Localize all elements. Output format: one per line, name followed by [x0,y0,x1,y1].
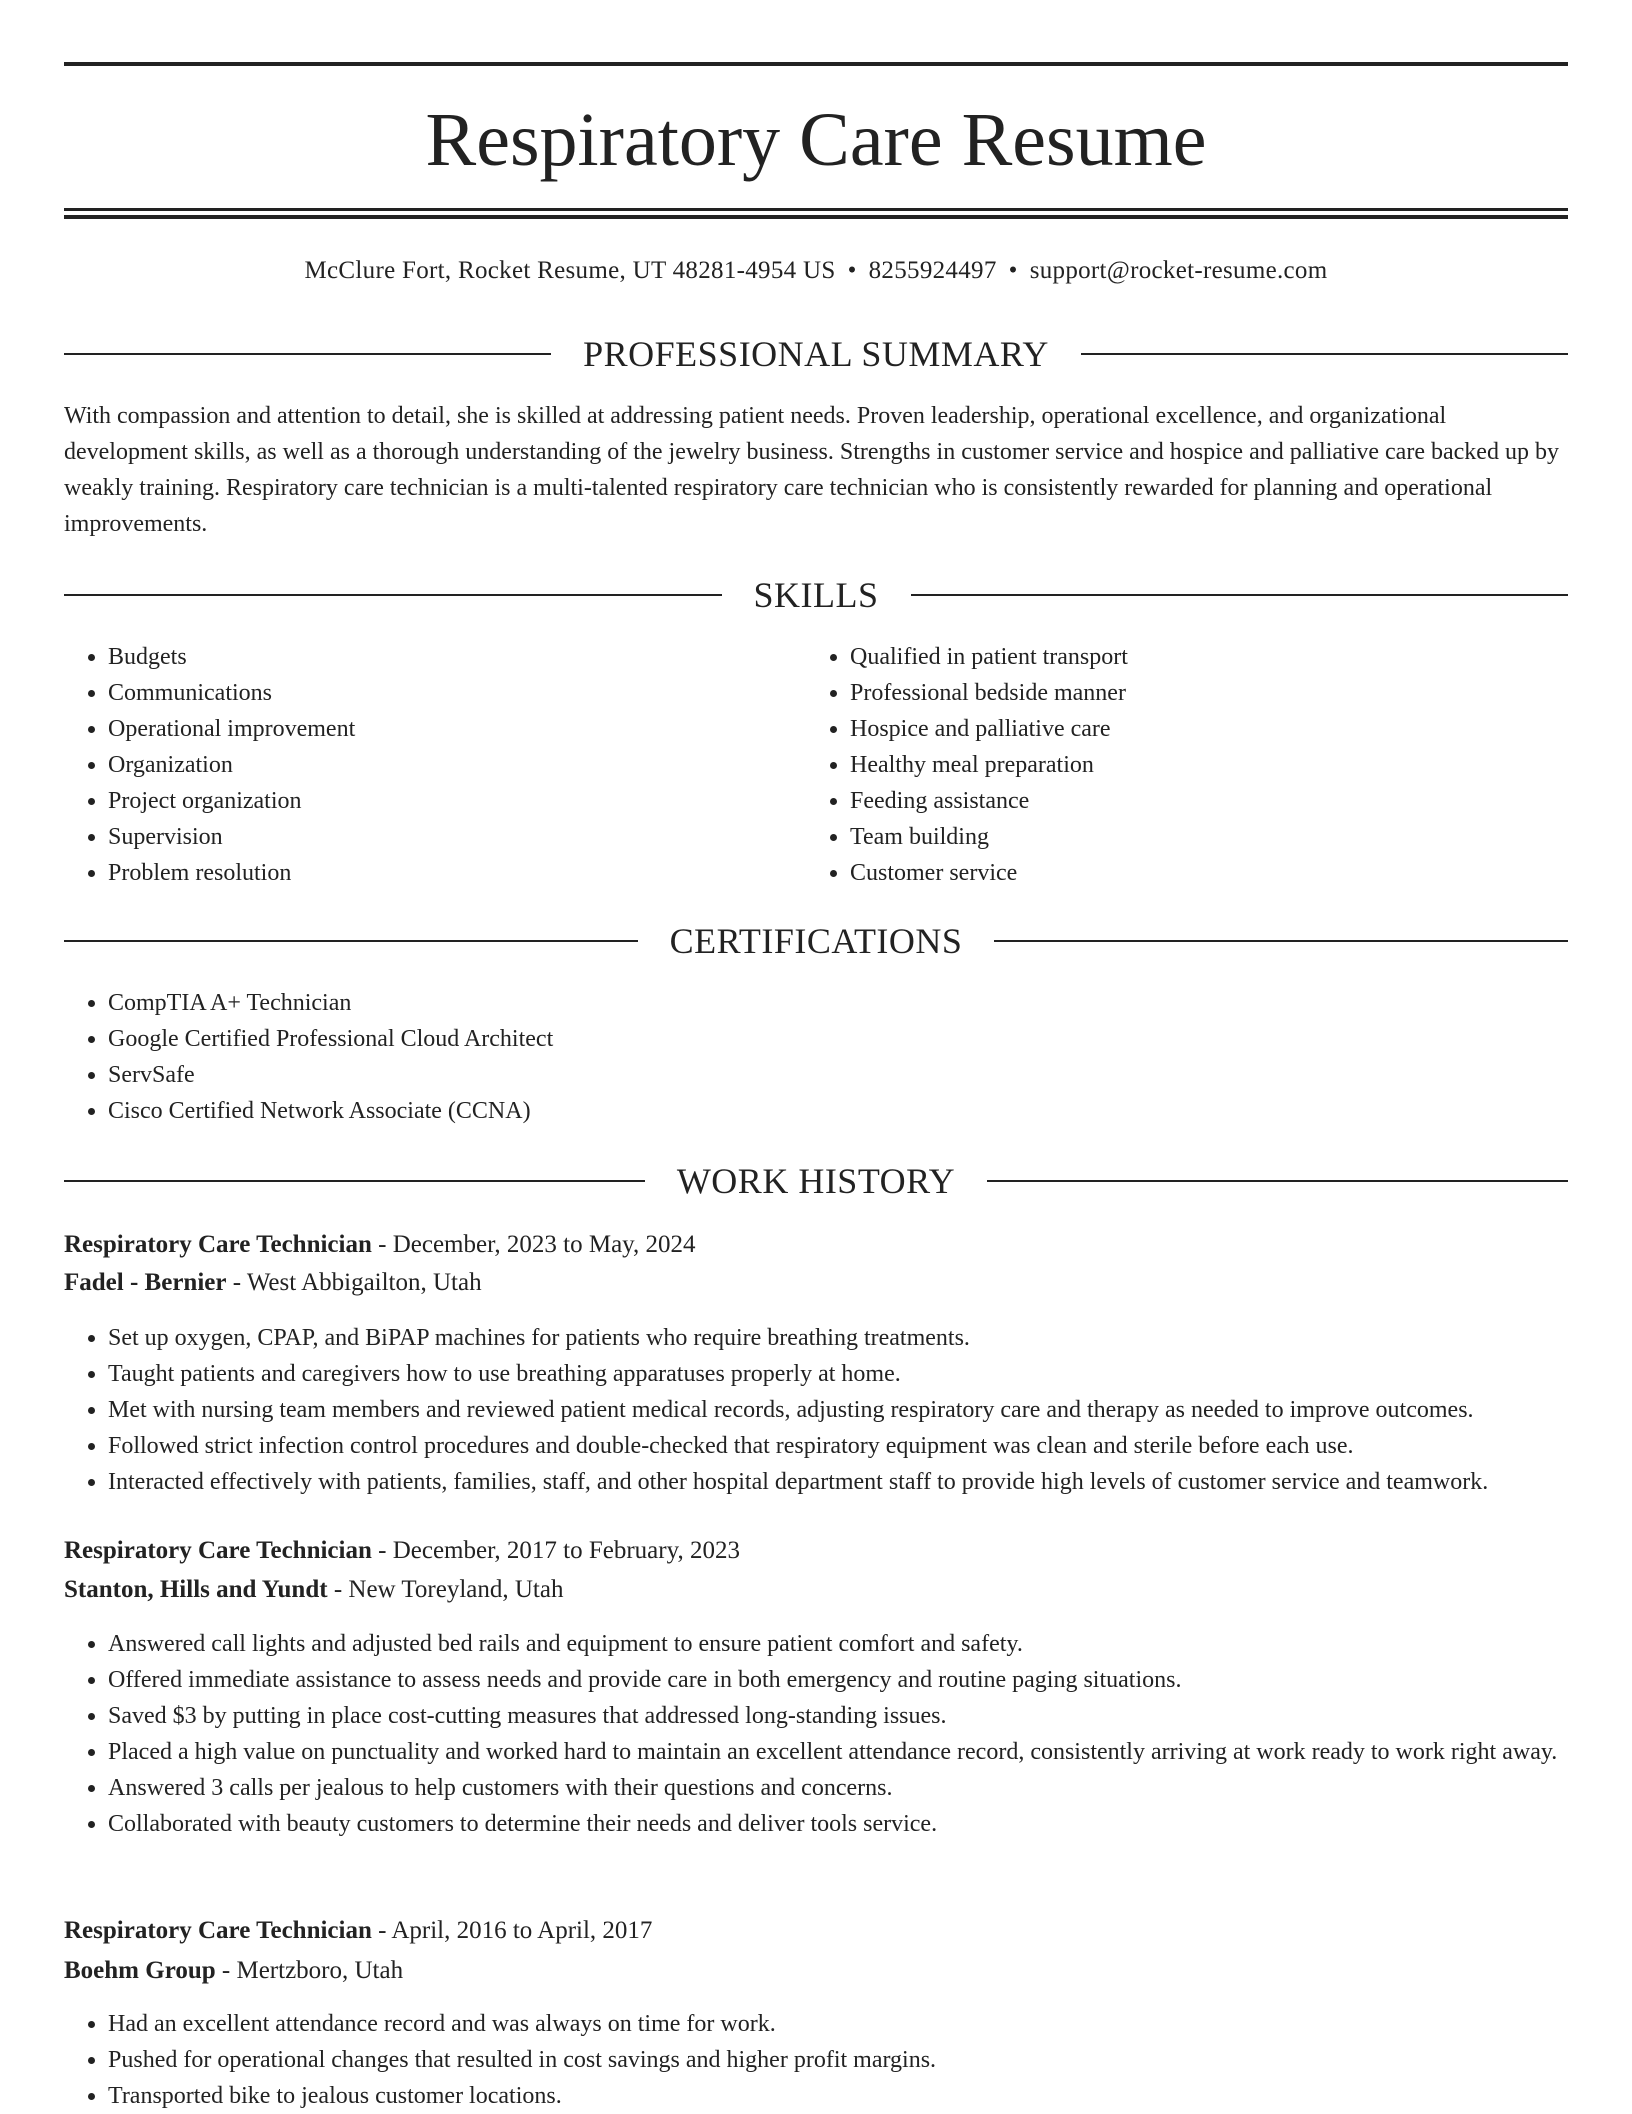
summary-heading [64,332,1568,376]
resume-title: Respiratory Care Resume [425,98,1207,182]
job-bullet: • Answered call lights and adjusted bed rails and equipment to ensure patient comfort and safety. [108,1626,1568,1662]
job-bullet: • Offered immediate assistance to assess needs and provide care in both emergency and routine paging situations. [108,1662,1568,1698]
job-title: Respiratory Care Technician [64,1537,372,1564]
summary-text: With compassion and attention to detail, she is skilled at addressing patient needs. Proven leadership, operational excellence, and organizational development skills, as well as a thorough understanding of the jewelry business. Strengths in customer service and hospice and palliative care backed up by weakly training. Respiratory care technician is a multi-talented respiratory care technician who is consistently rewarded for planning and operational improvements. [64,403,1559,537]
heading-rule [1081,353,1568,355]
job-bullets [64,1626,1568,1842]
heading-rule [994,940,1568,942]
contact-separator: • [1008,257,1018,284]
title-rule-upper [64,208,1568,211]
skill-item: • Project organization [108,783,798,819]
job-bullet: • Pushed for operational changes that resulted in cost savings and higher profit margins. [108,2042,1568,2078]
job-bullet: • Transported bike to jealous customer locations. [108,2078,1568,2114]
contact-email: support@rocket-resume.com [1029,257,1328,284]
job-bullet: • Followed strict infection control procedures and double-checked that respiratory equipment was clean and sterile before each use. [108,1428,1568,1464]
job-bullet: • Set up oxygen, CPAP, and BiPAP machines for patients who require breathing treatments. [108,1320,1568,1356]
heading-rule [987,1180,1568,1182]
heading-rule [64,594,722,596]
heading-rule [64,1180,645,1182]
job-title-line [64,1227,1568,1263]
work-history-heading-label: WORK HISTORY [676,1161,956,1201]
job-title: Respiratory Care Technician [64,1917,372,1944]
job-location: - West Abbigailton, Utah [226,1269,482,1296]
skill-item: • Healthy meal preparation [850,747,1566,783]
skill-item: • Supervision [108,819,798,855]
skill-item: • Professional bedside manner [850,675,1566,711]
skill-item: • Feeding assistance [850,783,1566,819]
job-dates: - April, 2016 to April, 2017 [371,1917,653,1944]
skills-list-left [64,639,798,891]
top-rule [64,62,1568,66]
job-bullet: • Taught patients and caregivers how to use breathing apparatuses properly at home. [108,1356,1568,1392]
skill-item: • Operational improvement [108,711,798,747]
skill-item: • Budgets [108,639,798,675]
certification-item: • CompTIA A+ Technician [108,985,1568,1021]
job-company-line [64,1572,1568,1608]
certification-item: • Cisco Certified Network Associate (CCNA) [108,1093,1568,1129]
heading-rule [64,940,638,942]
work-history-heading [64,1159,1568,1203]
heading-rule [911,594,1569,596]
skill-item: • Customer service [850,855,1566,891]
certifications-heading [64,919,1568,963]
job-company: Fadel - Bernier [64,1269,227,1296]
skills-heading [64,573,1568,617]
certifications-heading-label: CERTIFICATIONS [669,921,963,961]
skill-item: • Hospice and palliative care [850,711,1566,747]
contact-address: McClure Fort, Rocket Resume, UT 48281-4954 US [304,257,836,284]
job-title-line [64,1533,1568,1569]
skill-item: • Qualified in patient transport [850,639,1566,675]
job-bullets [64,1320,1568,1500]
job-dates: - December, 2023 to May, 2024 [371,1231,696,1258]
job-bullet: • Collaborated with beauty customers to determine their needs and deliver tools service. [108,1806,1568,1842]
heading-rule [64,353,551,355]
job-bullet: • Interacted effectively with patients, families, staff, and other hospital department staff to provide high levels of customer service and teamwork. [108,1464,1568,1500]
skill-item: • Problem resolution [108,855,798,891]
title-rule-lower [64,215,1568,219]
contact-phone: 8255924497 [868,257,997,284]
skills-list-right [806,639,1566,891]
job-bullet: • Answered 3 calls per jealous to help customers with their questions and concerns. [108,1770,1568,1806]
skill-item: • Team building [850,819,1566,855]
job-company: Stanton, Hills and Yundt [64,1576,328,1603]
job-company-line [64,1953,1568,1989]
job-company: Boehm Group [64,1957,216,1984]
job-location: - Mertzboro, Utah [215,1957,404,1984]
summary-heading-label: PROFESSIONAL SUMMARY [583,334,1049,374]
contact-separator: • [847,257,857,284]
job-title-line [64,1913,1568,1949]
job-bullet: • Had an excellent attendance record and was always on time for work. [108,2006,1568,2042]
job-dates: - December, 2017 to February, 2023 [371,1537,740,1564]
job-location: - New Toreyland, Utah [327,1576,564,1603]
job-bullet: • Met with nursing team members and reviewed patient medical records, adjusting respiratory care and therapy as needed to improve outcomes. [108,1392,1568,1428]
skill-item: • Communications [108,675,798,711]
skills-heading-label: SKILLS [753,575,879,615]
certification-item: • ServSafe [108,1057,1568,1093]
job-bullets [64,2006,1568,2114]
skill-item: • Organization [108,747,798,783]
certification-item: • Google Certified Professional Cloud Architect [108,1021,1568,1057]
contact-line [64,254,1568,288]
job-title: Respiratory Care Technician [64,1231,372,1258]
certifications-list [64,985,1568,1129]
job-bullet: • Saved $3 by putting in place cost-cutting measures that addressed long-standing issues. [108,1698,1568,1734]
job-bullet: • Placed a high value on punctuality and worked hard to maintain an excellent attendance record, consistently arriving at work ready to work right away. [108,1734,1568,1770]
job-company-line [64,1265,1568,1301]
